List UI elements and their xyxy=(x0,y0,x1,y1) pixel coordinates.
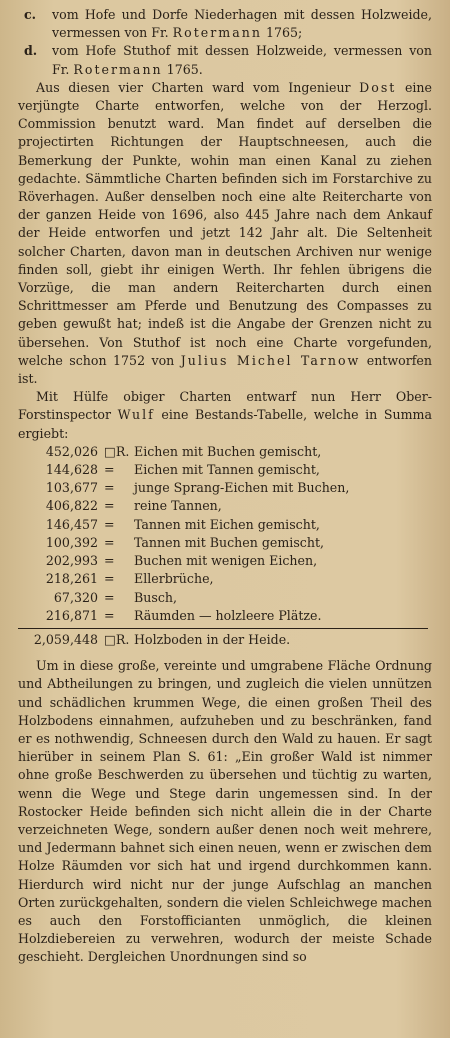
total-number: 2,059,448 xyxy=(33,631,98,647)
table-number: 406,822 xyxy=(45,498,98,514)
table-label: Tannen mit Buchen gemischt, xyxy=(134,534,325,550)
person-name: Julius Michel Tarnow xyxy=(180,352,361,368)
table-number: 67,320 xyxy=(53,589,98,605)
person-name: Rotermann xyxy=(73,61,163,77)
stock-table xyxy=(18,443,432,625)
table-number: 452,026 xyxy=(45,443,98,459)
table-number: 216,871 xyxy=(45,607,98,623)
table-row xyxy=(18,589,432,607)
table-unit: = xyxy=(104,480,115,496)
table-row xyxy=(18,497,432,515)
list-item-c xyxy=(18,6,432,42)
table-total-row xyxy=(18,631,432,649)
table-row xyxy=(18,552,432,570)
table-number: 146,457 xyxy=(45,516,98,532)
table-number: 144,628 xyxy=(45,462,98,478)
list-key: c. xyxy=(24,7,37,22)
table-row xyxy=(18,443,432,461)
table-sum-rule xyxy=(18,628,428,629)
table-unit: □R. xyxy=(104,443,130,459)
table-unit: = xyxy=(104,462,115,478)
table-label: Tannen mit Eichen gemischt, xyxy=(134,516,320,532)
table-label: Busch, xyxy=(134,589,177,605)
list-item-d xyxy=(18,42,432,78)
table-row xyxy=(18,479,432,497)
table-unit: = xyxy=(104,498,115,514)
table-row xyxy=(18,570,432,588)
table-label: reine Tannen, xyxy=(134,498,222,514)
table-unit: = xyxy=(104,571,115,587)
total-unit: □R. xyxy=(104,631,130,647)
table-label: Buchen mit wenigen Eichen, xyxy=(134,553,318,569)
table-number: 100,392 xyxy=(45,534,98,550)
table-row xyxy=(18,461,432,479)
table-unit: = xyxy=(104,589,115,605)
list-key: d. xyxy=(24,43,38,59)
list-text: vom Hofe Stuthof mit dessen Holzweide, vermessen von Fr. Rotermann 1765. xyxy=(52,43,432,77)
table-unit: = xyxy=(104,516,115,532)
table-unit: = xyxy=(104,534,115,550)
person-name: Rotermann xyxy=(172,25,262,41)
paragraph-table-intro: Mit Hülfe obiger Charten entwarf nun Herr Ober-Forstinspector Wulf eine Bestands-Tabelle, welche in Summa ergiebt: xyxy=(18,389,432,441)
table-row xyxy=(18,607,432,625)
table-label: Eichen mit Tannen gemischt, xyxy=(134,462,320,478)
table-label: Ellerbrüche, xyxy=(134,571,214,587)
person-name: Dost xyxy=(359,79,397,95)
table-unit: = xyxy=(104,607,115,623)
table-label: junge Sprang-Eichen mit Buchen, xyxy=(134,480,350,496)
total-label: Holzboden in der Heide. xyxy=(134,631,291,647)
list-text: vom Hofe und Dorfe Niederhagen mit dessen Holzweide, vermessen von Fr. Rotermann 1765; xyxy=(52,7,432,41)
table-unit: = xyxy=(104,553,115,569)
table-row xyxy=(18,516,432,534)
table-label: Räumden — holzleere Plätze. xyxy=(134,607,322,623)
person-name: Wulf xyxy=(117,407,155,423)
table-row xyxy=(18,534,432,552)
paragraph-charts: Aus diesen vier Charten ward vom Ingenieur Dost eine verjüngte Charte entworfen, welche von der Herzogl. Commission benutzt ward. Man findet auf derselben die projectirten Richtungen der Hauptschneesen, auch die Bemerkung der Punkte, wohin man einen Kanal zu ziehen gedachte. Sämmtliche Charten befinden sich im Forstarchive zu Röverhagen. Außer denselben noch eine alte Reitercharte von der ganzen Heide von 1696, also 445 Jahre nach dem Ankauf der Heide entworfen und jetzt 142 Jahr alt. Die Seltenheit solcher Charten, davon man in deutschen Archiven nur wenige finden soll, giebt ihr einigen Werth. Ihr fehlen übrigens die Vorzüge, die man andern Reitercharten durch einen Schrittmesser am Pferde und Benutzung des Compasses zu geben gewußt hat; indeß ist die Angabe der Grenzen nicht zu übersehen. Von Stuthof ist noch eine Charte vorgefunden, welche schon 1752 von Julius Michel Tarnow entworfen ist. xyxy=(18,79,432,387)
table-label: Eichen mit Buchen gemischt, xyxy=(134,443,322,459)
table-number: 202,993 xyxy=(45,553,98,569)
table-number: 103,677 xyxy=(45,480,98,496)
paragraph-schneesen: Um in diese große, vereinte und umgrabene Fläche Ordnung und Abtheilungen zu bringen, und zugleich die vielen unnützen und schädlichen krummen Wege, die einen großen Theil des Holzbodens einnahmen, aufzuheben und zu beschränken, fand er es nothwendig, Schneesen durch den Wald zu hauen. Er sagt hierüber in seinem Plan S. 61: „Ein großer Wald ist nimmer ohne große Beschwerden zu übersehen und tüchtig zu warten, wenn die Wege und Stege darin ungemessen sind. In der Rostocker Heide befinden sich nicht allein die in der Charte verzeichneten Wege, sondern außer denen noch weit mehrere, und Jedermann bahnet sich einen neuen, wenn er zwischen dem Holze Räumden vor sich hat und irgend durchkommen kann. Hierdurch wird nicht nur der junge Aufschlag an manchen Orten zurückgehalten, sondern die vielen Schleichwege machen es auch den Forstofficianten unmöglich, die kleinen Holzdiebereien zu verwehren, wodurch der meiste Schade geschieht. Dergleichen Unordnungen sind so xyxy=(18,658,432,965)
table-number: 218,261 xyxy=(45,571,98,587)
